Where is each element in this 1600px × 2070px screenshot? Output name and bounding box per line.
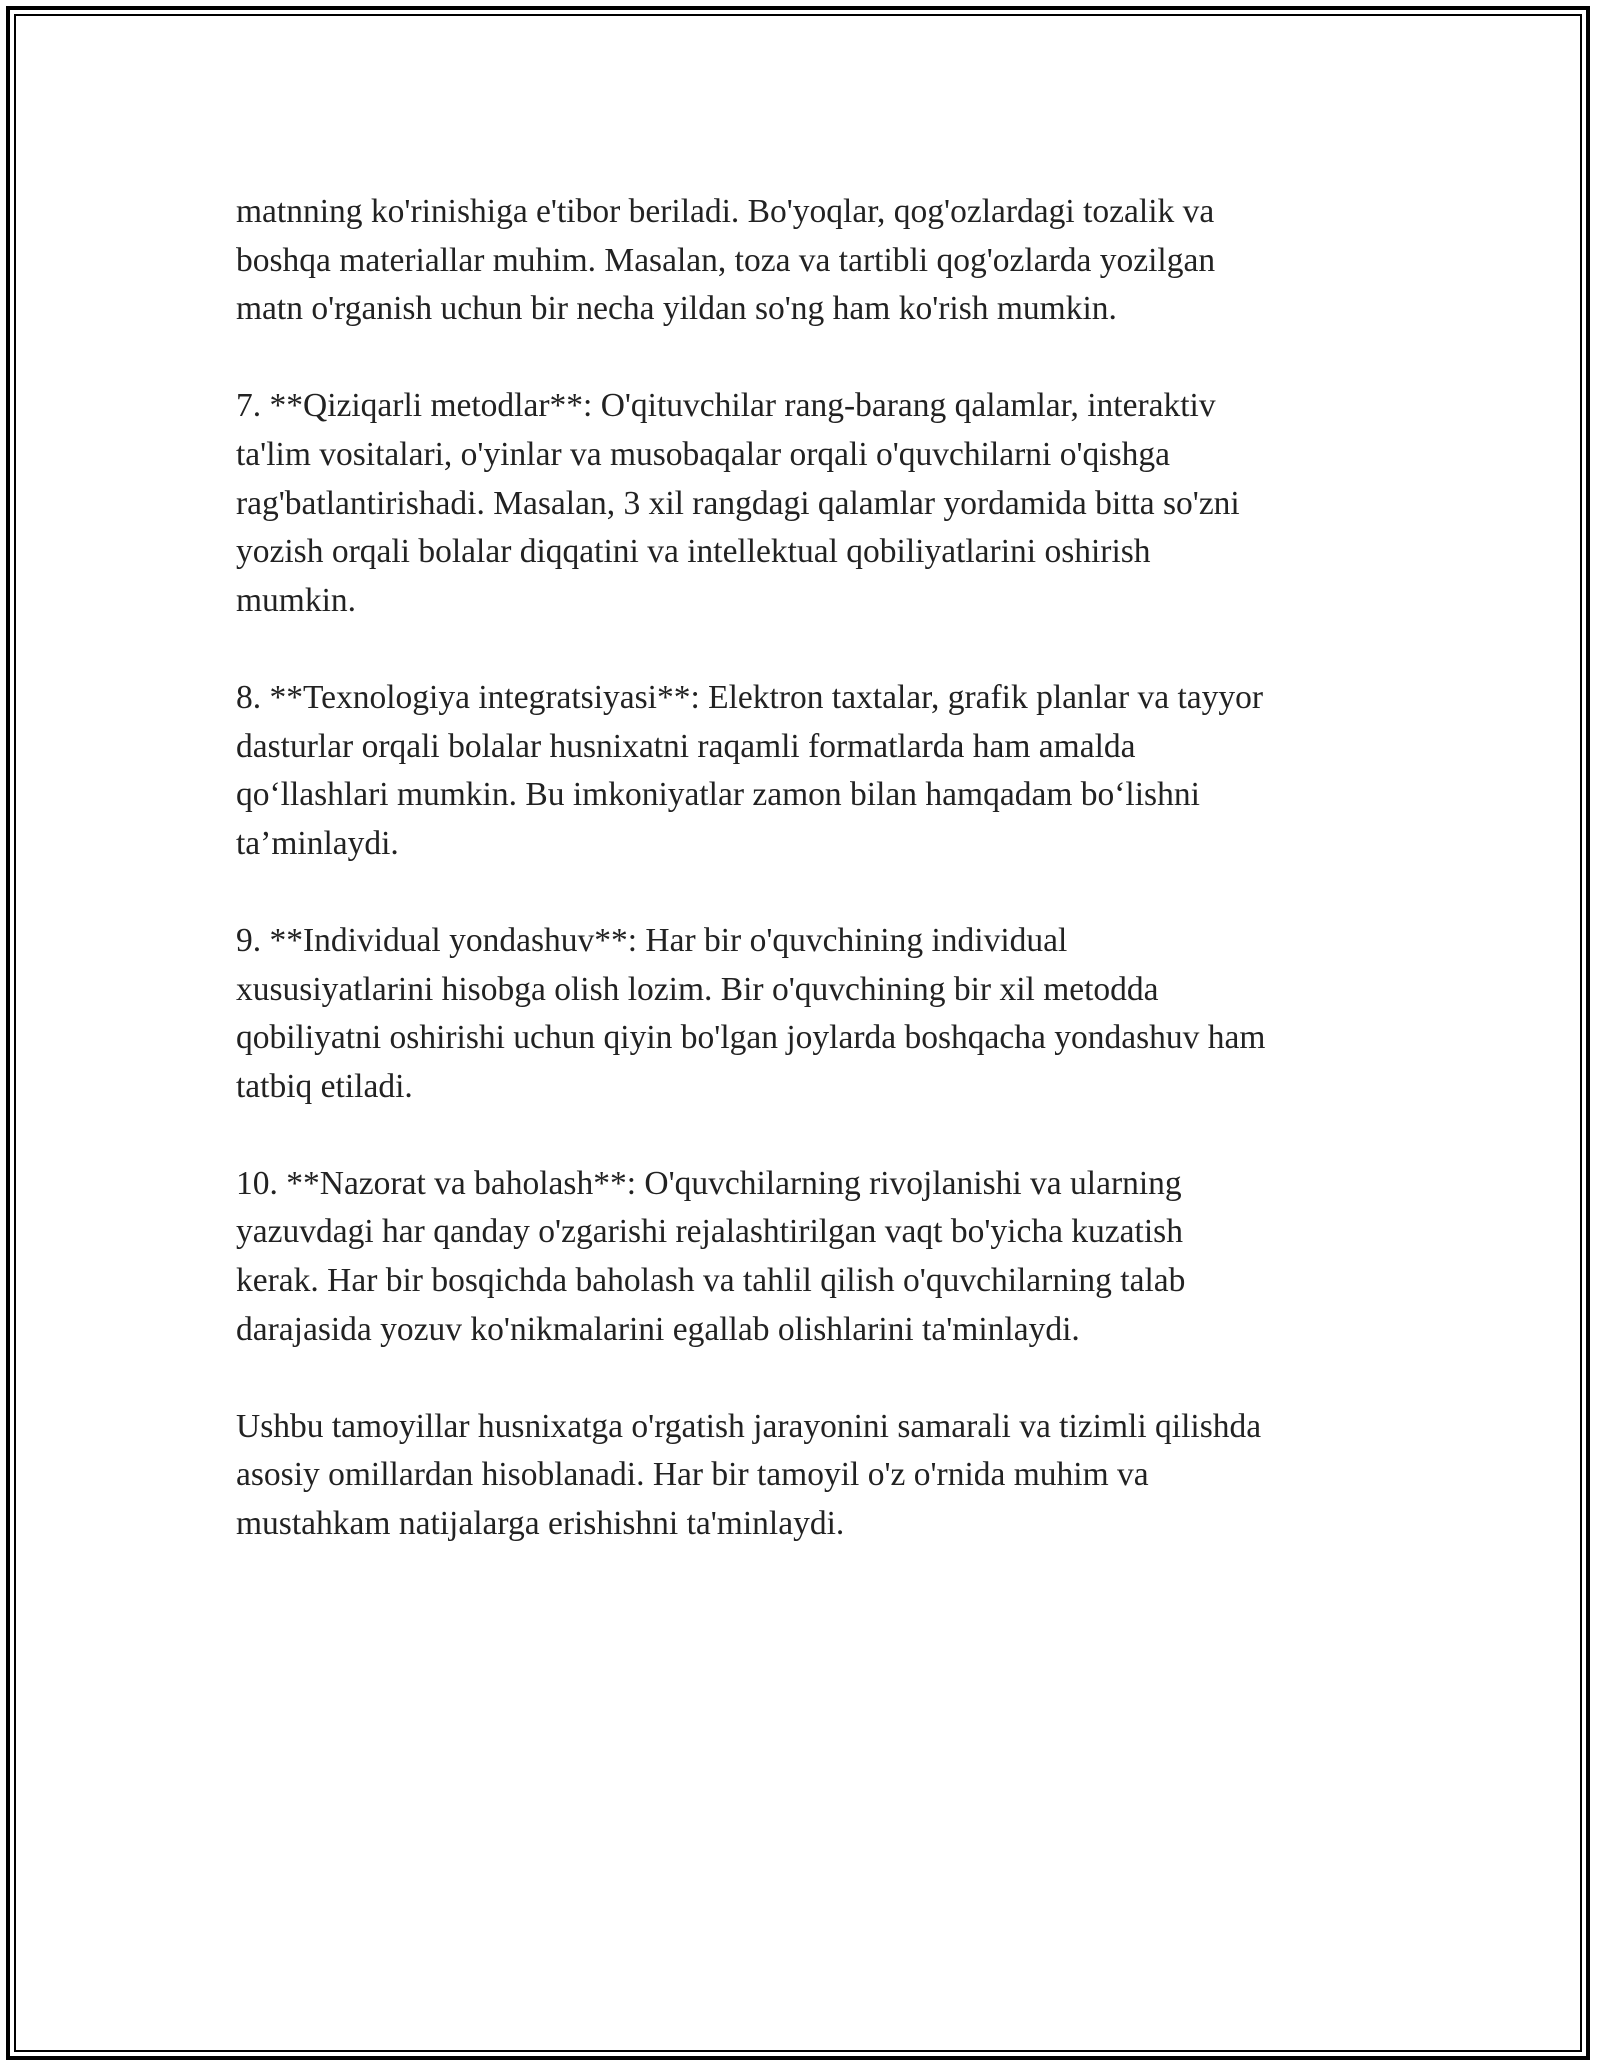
text-line: Ushbu tamoyillar husnixatga o'rgatish jarayonini samarali va tizimli qilishda <box>236 1407 1262 1445</box>
text-line: 10. **Nazorat va baholash**: O'quvchilarning rivojlanishi va ularning <box>236 1164 1182 1202</box>
paragraph-item-10 <box>236 1160 1386 1354</box>
text-line: matnning ko'rinishiga e'tibor beriladi. Bo'yoqlar, qog'ozlardagi tozalik va <box>236 193 1215 230</box>
text-line: ta'lim vositalari, o'yinlar va musobaqalar orqali o'quvchilarni o'qishga <box>236 435 1170 473</box>
text-line: qo‘llashlari mumkin. Bu imkoniyatlar zamon bilan hamqadam bo‘lishni <box>236 776 1200 814</box>
paragraph-conclusion <box>236 1403 1386 1549</box>
text-line: asosiy omillardan hisoblanadi. Har bir tamoyil o'z o'rnida muhim va <box>236 1456 1149 1494</box>
text-line: matn o'rganish uchun bir necha yildan so'ng ham ko'rish mumkin. <box>236 290 1117 328</box>
text-line: rag'batlantirishadi. Masalan, 3 xil rangdagi qalamlar yordamida bitta so'zni <box>236 484 1240 522</box>
text-line: boshqa materiallar muhim. Masalan, toza va tartibli qog'ozlarda yozilgan <box>236 241 1216 279</box>
text-line: mumkin. <box>236 581 357 619</box>
text-line: 9. **Individual yondashuv**: Har bir o'quvchining individual <box>236 921 1068 959</box>
text-line: yozish orqali bolalar diqqatini va intellektual qobiliyatlarini oshirish <box>236 533 1151 571</box>
text-line: 8. **Texnologiya integratsiyasi**: Elektron taxtalar, grafik planlar va tayyor <box>236 678 1264 716</box>
text-line: qobiliyatni oshirishi uchun qiyin bo'lgan joylarda boshqacha yondashuv ham <box>236 1019 1266 1057</box>
document-body <box>236 188 1386 1597</box>
paragraph-item-7 <box>236 382 1386 625</box>
text-line: xususiyatlarini hisobga olish lozim. Bir o'quvchining bir xil metodda <box>236 970 1159 1008</box>
text-line: dasturlar orqali bolalar husnixatni raqamli formatlarda ham amalda <box>236 727 1136 765</box>
paragraph-item-9 <box>236 917 1386 1111</box>
text-line: kerak. Har bir bosqichda baholash va tahlil qilish o'quvchilarning talab <box>236 1262 1186 1300</box>
text-line: yazuvdagi har qanday o'zgarishi rejalashtirilgan vaqt bo'yicha kuzatish <box>236 1213 1183 1251</box>
text-line: darajasida yozuv ko'nikmalarini egallab olishlarini ta'minlaydi. <box>236 1310 1080 1348</box>
paragraph-continuation <box>236 188 1386 334</box>
text-line: tatbiq etiladi. <box>236 1067 413 1105</box>
text-line: 7. **Qiziqarli metodlar**: O'qituvchilar rang-barang qalamlar, interaktiv <box>236 387 1216 425</box>
text-line: ta’minlaydi. <box>236 824 399 862</box>
paragraph-item-8 <box>236 674 1386 868</box>
text-line: mustahkam natijalarga erishishni ta'minlaydi. <box>236 1505 845 1543</box>
